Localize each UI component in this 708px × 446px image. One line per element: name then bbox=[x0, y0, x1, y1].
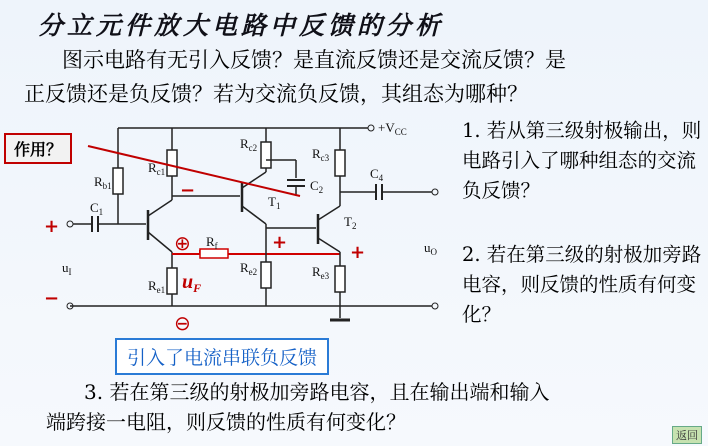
rf-label: $R_f$ bbox=[206, 234, 218, 251]
rc1-label: $R_{c1}$ bbox=[148, 160, 166, 177]
feedback-result: 引入了电流串联负反馈 bbox=[115, 338, 329, 375]
c1-label: $C_1$ bbox=[90, 200, 104, 217]
rc2-label: $R_{c2}$ bbox=[240, 136, 258, 153]
t2-label: $T_2$ bbox=[344, 214, 357, 231]
re3-label: $R_{e3}$ bbox=[312, 264, 330, 281]
rb1-label: $R_{b1}$ bbox=[94, 174, 112, 191]
uf-label: $u_F$ bbox=[182, 271, 202, 295]
node-plus-t2: + bbox=[272, 232, 288, 253]
ui-label: $u_I$ bbox=[62, 260, 72, 277]
c2-label: $C_2$ bbox=[310, 178, 324, 195]
node-plus-e3: + bbox=[350, 242, 366, 263]
intro-line-1: 图示电路有无引入反馈？是直流反馈还是交流反馈？是 bbox=[62, 48, 566, 72]
home-button[interactable]: 返回 bbox=[672, 426, 702, 444]
uo-label: $u_O$ bbox=[424, 240, 437, 257]
node-minus: − bbox=[180, 180, 196, 201]
question-3-line-2: 端跨接一电阻，则反馈的性质有何变化？ bbox=[46, 410, 406, 434]
purpose-badge: 作用？ bbox=[4, 133, 72, 164]
feedback-plus-circled: ⊕ bbox=[174, 231, 191, 255]
question-1: 1. 若从第三级射极输出，则电路引入了哪种组态的交流负反馈？ bbox=[462, 119, 702, 202]
re1-label: $R_{e1}$ bbox=[148, 278, 166, 295]
feedback-minus-circled: ⊖ bbox=[174, 311, 191, 335]
re2-label: $R_{e2}$ bbox=[240, 260, 258, 277]
input-plus: + bbox=[44, 216, 60, 237]
slide-title: 分立元件放大电路中反馈的分析 bbox=[38, 11, 445, 40]
intro-line-2: 正反馈还是负反馈？若为交流负反馈，其组态为哪种？ bbox=[24, 82, 528, 106]
question-3-line-1: 3. 若在第三级的射极加旁路电容，且在输出端和输入 bbox=[84, 380, 550, 404]
vcc-label: $+V_{CC}$ bbox=[378, 120, 407, 137]
rc3-label: $R_{c3}$ bbox=[312, 146, 330, 163]
t1-label: $T_1$ bbox=[268, 194, 281, 211]
question-2: 2. 若在第三级的射极加旁路电容，则反馈的性质有何变化？ bbox=[462, 243, 702, 326]
c4-label: $C_4$ bbox=[370, 166, 384, 183]
input-minus: − bbox=[44, 288, 60, 309]
